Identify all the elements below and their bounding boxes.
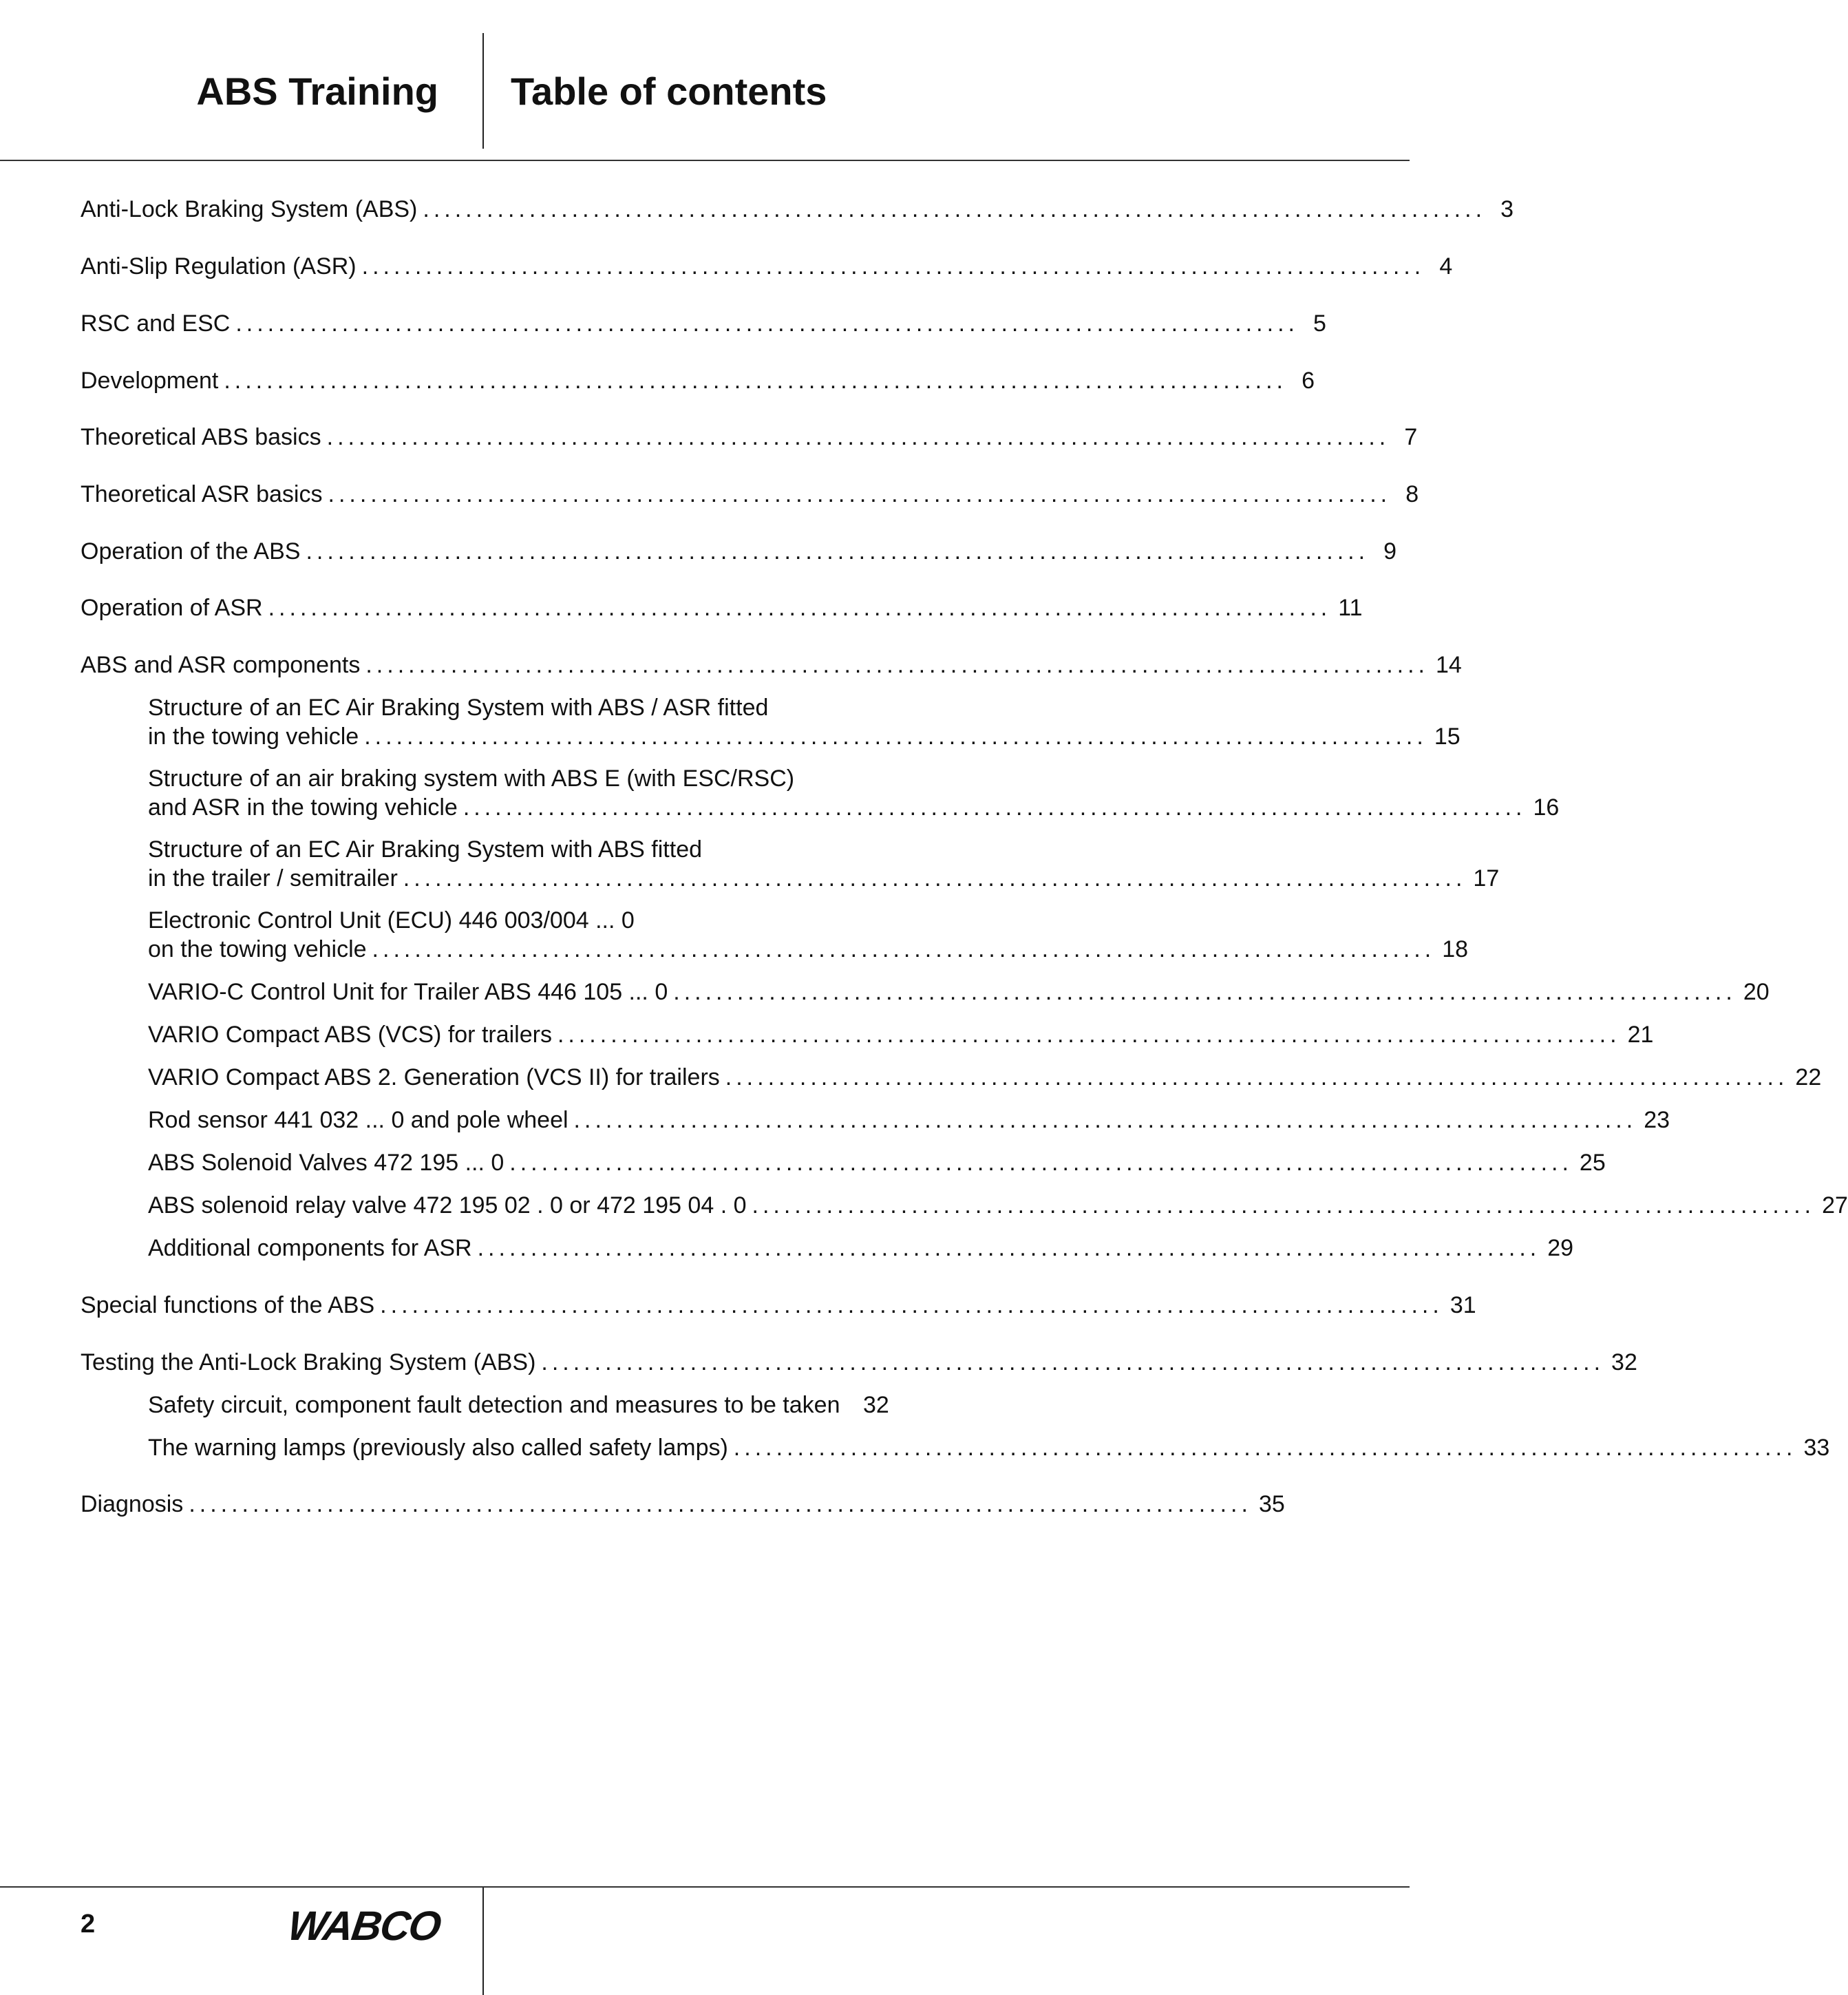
toc-entry-page: 14 [1436,652,1462,678]
toc-leader-dots: .................................................................................................... [306,538,1370,564]
toc-subentry-line1: Structure of an EC Air Braking System with ABS fitted [148,836,703,863]
header-left-title: ABS Training [196,70,438,113]
toc-leader-dots: .................................................................................................... [224,368,1287,394]
toc-entry-title: Development [81,368,219,394]
toc-entry[interactable] [81,422,1418,452]
toc-subentry[interactable] [148,977,1770,1007]
toc-entry-page: 16 [1533,794,1560,821]
toc-entry-page: 3 [1500,196,1514,222]
toc-leader-dots: .................................................................................................... [673,979,1737,1005]
toc-entry[interactable] [81,536,1397,567]
toc-entry[interactable] [81,1347,1637,1378]
toc-leader-dots: .................................................................................................... [235,310,1299,337]
toc-entry-title: VARIO Compact ABS 2. Generation (VCS II) for trailers [148,1064,720,1090]
toc-entry-page: 23 [1644,1107,1670,1133]
toc-entry-title: on the towing vehicle [148,936,367,962]
toc-entry-title: Theoretical ASR basics [81,481,323,507]
toc-entry-title: Special functions of the ABS [81,1292,375,1318]
toc-entry-title: VARIO-C Control Unit for Trailer ABS 446 105 ... 0 [148,979,668,1005]
toc-leader-dots: .................................................................................................... [372,936,1436,962]
wabco-logo [263,1902,466,1949]
toc-entry-title: Anti-Lock Braking System (ABS) [81,196,418,222]
toc-subentry[interactable] [148,792,1560,823]
toc-leader-dots: .................................................................................................... [725,1064,1789,1090]
toc-entry-page: 5 [1313,310,1326,337]
toc-entry[interactable] [81,251,1453,282]
toc-subentry[interactable] [148,1390,887,1420]
page-number: 2 [81,1910,96,1939]
toc-subentry[interactable] [148,1062,1822,1092]
toc-entry-title: Operation of the ABS [81,538,301,564]
toc-entry-page: 33 [1803,1435,1830,1461]
toc-subentry[interactable] [148,863,1500,894]
toc-leader-dots: .................................................................................................... [423,196,1487,222]
toc-entry-title: Operation of ASR [81,595,263,621]
toc-leader-dots: .................................................................................................... [573,1107,1637,1133]
toc-entry-title: Theoretical ABS basics [81,424,321,450]
toc-leader-dots: .................................................................................................... [557,1022,1621,1048]
toc-entry[interactable] [81,1290,1476,1320]
toc-entry-page: 4 [1439,253,1453,279]
toc-entry-page: 11 [1338,595,1363,621]
toc-subentry[interactable] [148,1190,1848,1221]
toc-entry-title: Anti-Slip Regulation (ASR) [81,253,357,279]
toc-entry-title: Rod sensor 441 032 ... 0 and pole wheel [148,1107,569,1133]
toc-leader-dots: .................................................................................................... [752,1192,1816,1218]
toc-entry-page: 29 [1547,1235,1574,1261]
toc-subentry-line1: Structure of an air braking system with ABS E (with ESC/RSC) [148,766,795,792]
toc-leader-dots: .................................................................................................... [189,1491,1252,1517]
toc-subentry-line1: Electronic Control Unit (ECU) 446 003/004 ... 0 [148,907,635,933]
toc-subentry-line1: Structure of an EC Air Braking System with ABS / ASR fitted [148,695,769,721]
toc-entry-page: 32 [1611,1349,1637,1375]
toc-entry-title: Safety circuit, component fault detection and measures to be taken [148,1392,840,1418]
toc-entry[interactable] [81,1489,1285,1519]
toc-leader-dots: .................................................................................................... [463,794,1527,821]
toc-leader-dots: .................................................................................................... [403,865,1467,891]
toc-subentry[interactable] [148,1233,1574,1263]
toc-subentry[interactable] [148,1020,1654,1050]
toc-entry-title: ABS solenoid relay valve 472 195 02 . 0 or 472 195 04 . 0 [148,1192,747,1218]
toc-entry-title: ABS Solenoid Valves 472 195 ... 0 [148,1150,505,1176]
toc-leader-dots: .................................................................................................... [509,1150,1573,1176]
toc-subentry[interactable] [148,1433,1830,1463]
toc-entry[interactable] [81,194,1514,224]
toc-subentry[interactable] [148,1148,1606,1178]
toc-entry-title: ABS and ASR components [81,652,361,678]
toc-entry-page: 27 [1822,1192,1848,1218]
toc-entry-title: Diagnosis [81,1491,184,1517]
header-horizontal-rule [0,160,1410,161]
header-vertical-divider [482,33,484,149]
toc-entry-page: 15 [1434,724,1461,750]
toc-entry-page: 9 [1383,538,1397,564]
toc-entry-page: 22 [1795,1064,1822,1090]
toc-entry-page: 8 [1405,481,1419,507]
header-right-title: Table of contents [511,70,827,113]
toc-entry-title: RSC and ESC [81,310,231,337]
wabco-logo-text: WABCO [285,1902,443,1949]
toc-leader-dots: .................................................................................................... [361,253,1425,279]
toc-leader-dots: .................................................................................................... [268,595,1332,621]
toc-entry-title: in the towing vehicle [148,724,359,750]
toc-subentry[interactable] [148,721,1461,752]
toc-subentry[interactable] [148,1105,1670,1135]
toc-entry-page: 18 [1442,936,1469,962]
toc-entry-title: Testing the Anti-Lock Braking System (ABS) [81,1349,536,1375]
toc-entry[interactable] [81,308,1326,339]
toc-leader-dots: .................................................................................................... [326,424,1390,450]
footer-horizontal-rule [0,1886,1410,1888]
toc-entry[interactable] [81,593,1363,623]
toc-leader-dots: .................................................................................................... [328,481,1392,507]
toc-entry-title: The warning lamps (previously also called safety lamps) [148,1435,728,1461]
toc-entry-page: 31 [1449,1292,1476,1318]
toc-entry-page: 17 [1473,865,1500,891]
toc-entry-title: Additional components for ASR [148,1235,472,1261]
toc-leader-dots: .................................................................................................... [733,1435,1797,1461]
toc-entry-title: and ASR in the towing vehicle [148,794,458,821]
toc-entry[interactable] [81,479,1419,509]
toc-leader-dots: .................................................................................................... [365,652,1429,678]
toc-entry-page: 25 [1579,1150,1606,1176]
toc-entry[interactable] [81,650,1462,680]
toc-entry-page: 32 [862,1392,889,1418]
toc-entry-title: in the trailer / semitrailer [148,865,398,891]
toc-leader-dots: .................................................................................................... [477,1235,1541,1261]
toc-leader-dots: .................................................................................................... [541,1349,1605,1375]
toc-entry[interactable] [81,366,1315,396]
toc-entry-page: 7 [1404,424,1418,450]
toc-leader-dots: .................................................................................................... [380,1292,1443,1318]
toc-subentry[interactable] [148,934,1469,964]
toc-entry-page: 6 [1302,368,1315,394]
footer-vertical-divider [482,1888,484,1995]
toc-entry-page: 35 [1258,1491,1285,1517]
toc-entry-page: 20 [1743,979,1770,1005]
toc-entry-title: VARIO Compact ABS (VCS) for trailers [148,1022,552,1048]
toc-entry-page: 21 [1627,1022,1654,1048]
toc-leader-dots: .................................................................................................... [364,724,1427,750]
